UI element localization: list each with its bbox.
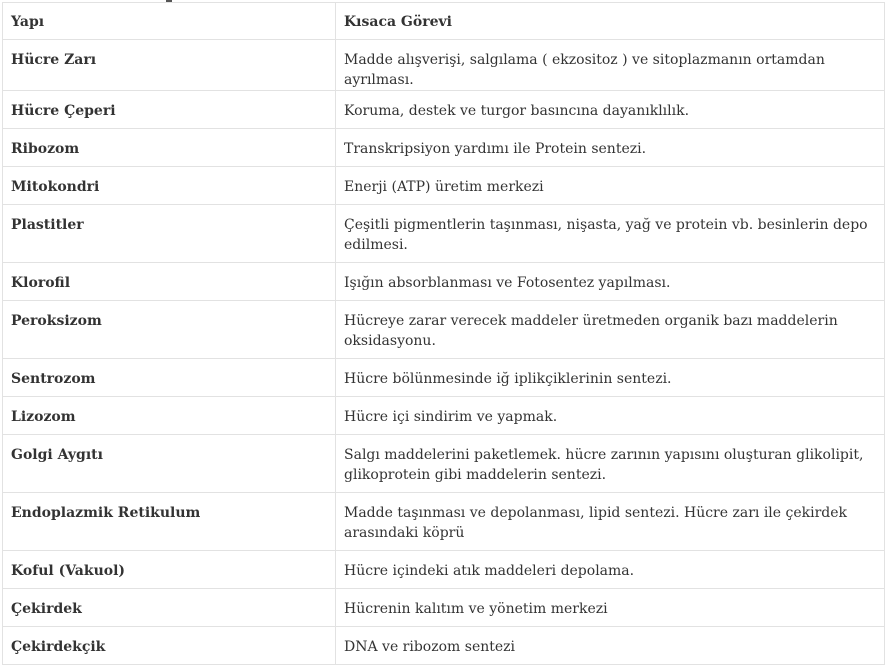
- function-cell: Hücre içi sindirim ve yapmak.: [336, 397, 885, 435]
- function-cell: Çeşitli pigmentlerin taşınması, nişasta, yağ ve protein vb. besinlerin depo edilmesi.: [336, 205, 885, 263]
- cell-structures-table: [2, 2, 885, 665]
- table-row: [3, 40, 885, 91]
- table-row: [3, 551, 885, 589]
- structure-cell: Mitokondri: [3, 167, 336, 205]
- table-row: [3, 627, 885, 665]
- table-row: [3, 205, 885, 263]
- function-cell: Hücrenin kalıtım ve yönetim merkezi: [336, 589, 885, 627]
- function-cell: Hücre bölünmesinde iğ iplikçiklerinin sentezi.: [336, 359, 885, 397]
- function-cell: Madde alışverişi, salgılama ( ekzositoz ) ve sitoplazmanın ortamdan ayrılması.: [336, 40, 885, 91]
- structure-cell: Peroksizom: [3, 301, 336, 359]
- function-cell: Işığın absorblanması ve Fotosentez yapılması.: [336, 263, 885, 301]
- table-row: [3, 301, 885, 359]
- table-row: [3, 359, 885, 397]
- table-row: [3, 589, 885, 627]
- structure-cell: Endoplazmik Retikulum: [3, 493, 336, 551]
- structure-cell: Çekirdek: [3, 589, 336, 627]
- table-row: [3, 493, 885, 551]
- table-row: [3, 397, 885, 435]
- function-cell: Koruma, destek ve turgor basıncına dayanıklılık.: [336, 91, 885, 129]
- function-cell: Enerji (ATP) üretim merkezi: [336, 167, 885, 205]
- structure-cell: Hücre Zarı: [3, 40, 336, 91]
- table-row: [3, 263, 885, 301]
- header-function: Kısaca Görevi: [336, 3, 885, 40]
- function-cell: DNA ve ribozom sentezi: [336, 627, 885, 665]
- structure-cell: Çekirdekçik: [3, 627, 336, 665]
- table-row: [3, 167, 885, 205]
- structure-cell: Klorofil: [3, 263, 336, 301]
- structure-cell: Golgi Aygıtı: [3, 435, 336, 493]
- header-structure: Yapı: [3, 3, 336, 40]
- table-row: [3, 435, 885, 493]
- table-row: [3, 129, 885, 167]
- table-header-row: [3, 3, 885, 40]
- function-cell: Hücreye zarar verecek maddeler üretmeden organik bazı maddelerin oksidasyonu.: [336, 301, 885, 359]
- table-row: [3, 91, 885, 129]
- function-cell: Transkripsiyon yardımı ile Protein sentezi.: [336, 129, 885, 167]
- function-cell: Madde taşınması ve depolanması, lipid sentezi. Hücre zarı ile çekirdek arasındaki köprü: [336, 493, 885, 551]
- structure-cell: Lizozom: [3, 397, 336, 435]
- structure-cell: Ribozom: [3, 129, 336, 167]
- structure-cell: Koful (Vakuol): [3, 551, 336, 589]
- structure-cell: Hücre Çeperi: [3, 91, 336, 129]
- function-cell: Salgı maddelerini paketlemek. hücre zarının yapısını oluşturan glikolipit, glikoprotein gibi maddelerin sentezi.: [336, 435, 885, 493]
- structure-cell: Plastitler: [3, 205, 336, 263]
- structure-cell: Sentrozom: [3, 359, 336, 397]
- function-cell: Hücre içindeki atık maddeleri depolama.: [336, 551, 885, 589]
